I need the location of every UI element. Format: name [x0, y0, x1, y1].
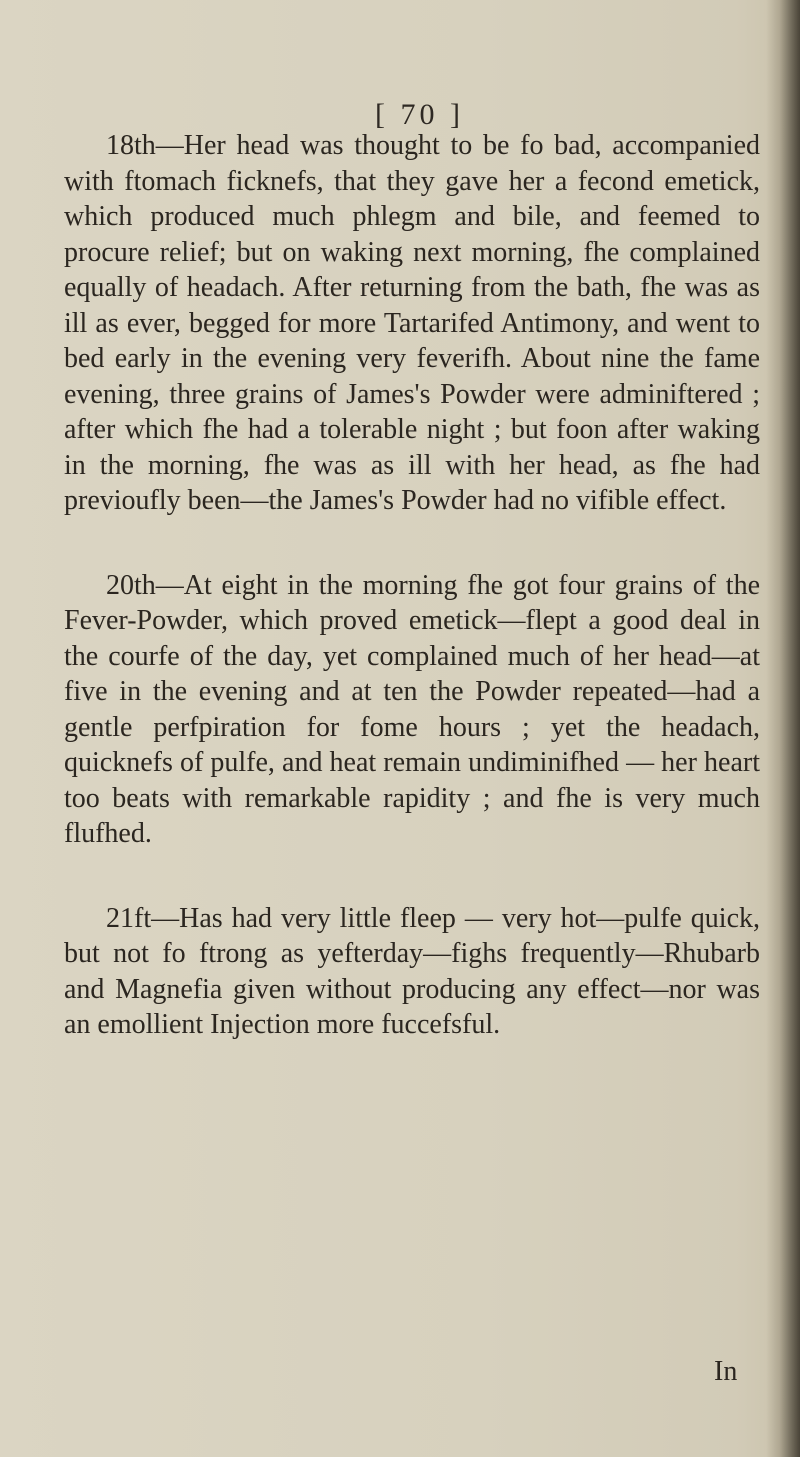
page-number-header: [ 70 ]: [375, 98, 464, 131]
catchword: In: [714, 1356, 738, 1387]
page-edge-shadow: [766, 0, 800, 1457]
paragraph-18th: 18th—Her head was thought to be fo bad, accompanied with ftomach ficknefs, that they gave her a fecond emetick, which produced much phlegm and bile, and feemed to procure relief; but on waking next morning, fhe complained equally of headach. After returning from the bath, fhe was as ill as ever, begged for more Tartarifed Antimony, and went to bed early in the evening very feverifh. About nine the fame evening, three grains of James's Powder were adminiftered ; after which fhe had a tolerable night ; but foon after waking in the morning, fhe was as ill with her head, as fhe had previoufly been—the James's Powder had no vifible effect.: [64, 130, 760, 516]
paragraph-21st: 21ft—Has had very little fleep — very hot—pulfe quick, but not fo ftrong as yefterday—fighs frequently—Rhubarb and Magnefia given without producing any effect—nor was an emollient Injection more fuccefsful.: [64, 902, 760, 1040]
paragraph-20th: 20th—At eight in the morning fhe got four grains of the Fever-Powder, which proved emetick—flept a good deal in the courfe of the day, yet complained much of her head—at five in the evening and at ten the Powder repeated—had a gentle perfpiration for fome hours ; yet the headach, quicknefs of pulfe, and heat remain undiminifhed — her heart too beats with remarkable rapidity ; and fhe is very much flufhed.: [64, 569, 760, 849]
body-text: [64, 128, 760, 1043]
